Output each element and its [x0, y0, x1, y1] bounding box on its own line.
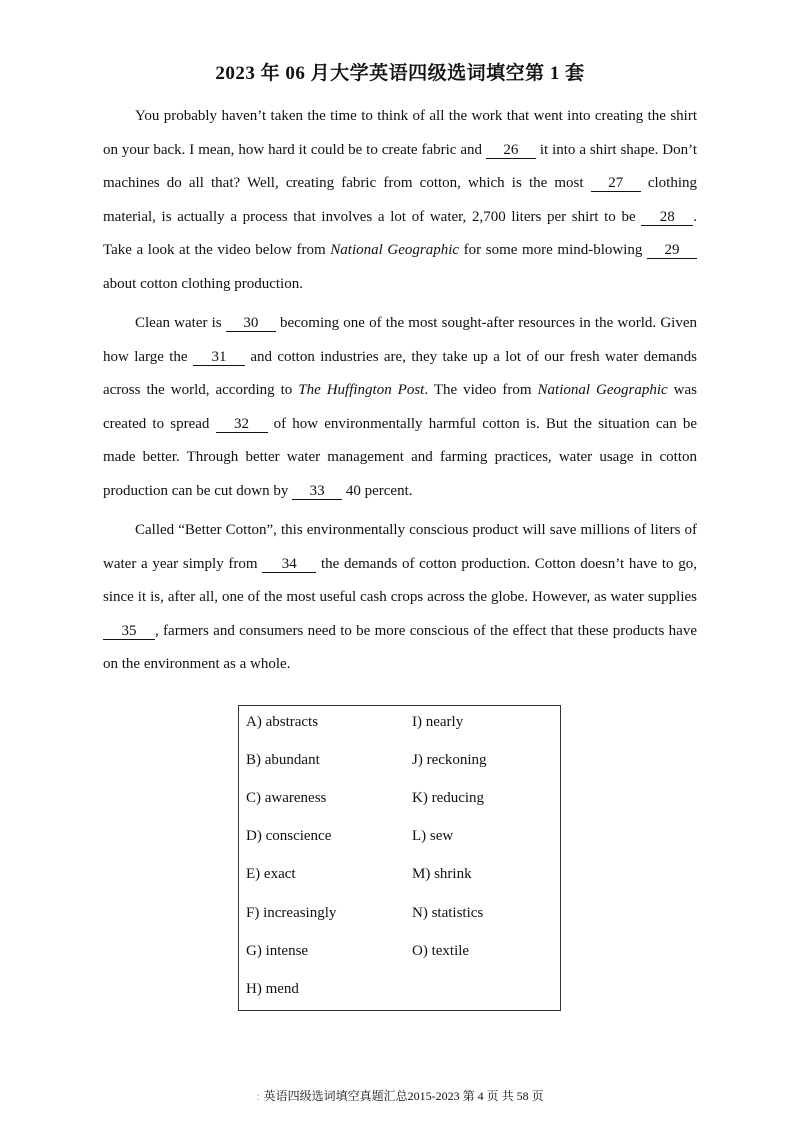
option-l: L) sew — [412, 828, 454, 844]
text-run: of how environmentally harmful cotton is. But the situation can be made better. Through better water management and farming practices, water usage in cotton production can be cut down by — [103, 415, 698, 499]
option-n: N) statistics — [412, 905, 484, 921]
option-d: D) conscience — [246, 828, 332, 844]
blank-29: 29 — [647, 242, 697, 259]
text-run: 40 percent. — [342, 482, 413, 499]
option-e: E) exact — [246, 866, 296, 882]
text-run: . The video from — [424, 382, 538, 398]
text-run: Called “Better Cotton”, this environmentally conscious product will save millions of liters of water a year simply from — [103, 522, 697, 572]
text-run: it into a shirt shape. Don’t machines do all that? Well, creating fabric from cotton, which is the most — [103, 141, 698, 191]
blank-33: 33 — [292, 483, 342, 500]
blank-27: 27 — [591, 175, 641, 192]
word-bank-box — [238, 705, 561, 1011]
footer-text: 英语四级选词填空真题汇总2015-2023 第 4 页 共 58 页 — [263, 1089, 544, 1103]
publication-name: National Geographic — [537, 382, 668, 398]
text-run: becoming one of the most sought-after resources in the world. Given how large the — [103, 315, 697, 365]
text-run: You probably haven’t taken the time to think of all the work that went into creating the shirt on your back. I mean, how hard it could be to create fabric and — [103, 108, 697, 158]
paragraph-2 — [103, 307, 697, 508]
option-m: M) shrink — [412, 866, 472, 882]
page-footer — [0, 1088, 800, 1104]
option-j: J) reckoning — [412, 752, 487, 768]
blank-26: 26 — [486, 142, 536, 159]
option-c: C) awareness — [246, 790, 327, 806]
publication-name: The Huffington Post — [298, 382, 425, 398]
option-o: O) textile — [412, 943, 470, 959]
option-k: K) reducing — [412, 790, 485, 806]
text-run: , farmers and consumers need to be more conscious of the effect that these products have on the environment as a whole. — [103, 622, 697, 672]
text-run: . Take a look at the video below from — [103, 208, 697, 258]
text-run: for some more mind-blowing — [459, 242, 647, 258]
option-f: F) increasingly — [246, 905, 337, 921]
text-run: and cotton industries are, they take up a lot of our fresh water demands across the world, according to — [103, 348, 697, 398]
text-run: clothing material, is actually a process that involves a lot of water, 2,700 liters per shirt to be — [103, 175, 697, 225]
passage — [103, 100, 697, 688]
footer-mark: : — [256, 1089, 260, 1103]
blank-28: 28 — [641, 209, 693, 226]
text-run: the demands of cotton production. Cotton doesn’t have to go, since it is, after all, one of the most useful cash crops across the globe. However, as water supplies — [103, 555, 697, 605]
option-a: A) abstracts — [246, 714, 319, 730]
page-title: 2023 年 06 月大学英语四级选词填空第 1 套 — [215, 63, 585, 84]
option-b: B) abundant — [246, 752, 320, 768]
text-run: about cotton clothing production. — [103, 275, 303, 292]
text-run: Clean water is — [135, 315, 226, 331]
option-g: G) intense — [246, 943, 309, 959]
option-i: I) nearly — [412, 714, 464, 730]
option-h: H) mend — [246, 981, 299, 997]
paragraph-3 — [103, 514, 697, 682]
blank-30: 30 — [226, 315, 276, 332]
paragraph-1 — [103, 100, 697, 301]
blank-32: 32 — [216, 416, 268, 433]
blank-35: 35 — [103, 623, 155, 640]
text-run: was created to spread — [103, 382, 697, 432]
blank-31: 31 — [193, 349, 245, 366]
publication-name: National Geographic — [330, 242, 460, 258]
blank-34: 34 — [262, 556, 316, 573]
